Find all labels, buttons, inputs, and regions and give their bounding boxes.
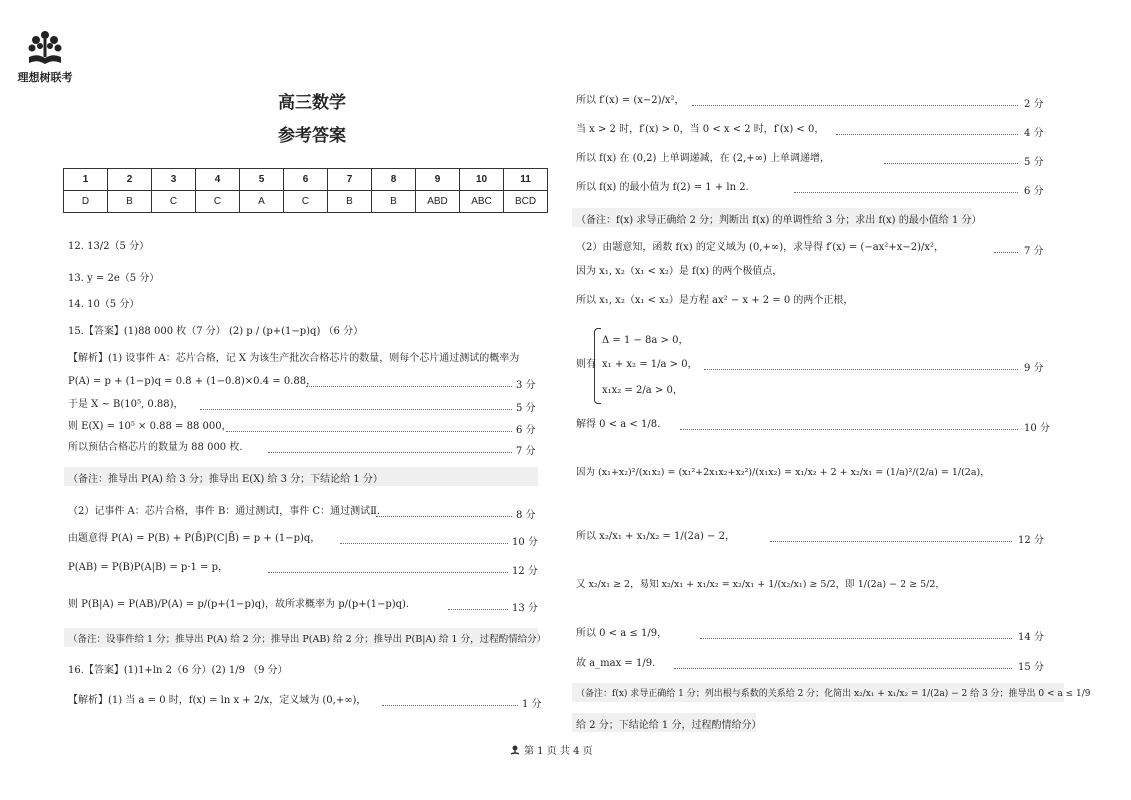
answer-table-answer-row	[64, 191, 548, 213]
leader-dots	[884, 163, 1018, 164]
answer-cell: B	[372, 191, 416, 213]
score-label: 6 分	[516, 425, 536, 436]
page-number: 第 1 页 共 4 页	[524, 746, 593, 757]
question-number: 5	[240, 169, 284, 191]
q16-step-monotonic: 所以 f(x) 在 (0,2) 上单调递减，在 (2,+∞) 上单调递增，	[576, 153, 830, 164]
q15-analysis-intro: 【解析】(1) 设事件 A：芯片合格，记 X 为该生产批次合格芯片的数量，则每个芯片通过测试的概率为	[68, 353, 520, 364]
q16-part2-a-max: 故 a_max = 1/9.	[576, 658, 656, 669]
q16-analysis-step1: 【解析】(1) 当 a = 0 时，f(x) = ln x + 2/x，定义域为 (0,+∞)，	[68, 695, 367, 706]
q16-part2-roots: 所以 x₁, x₂（x₁ < x₂）是方程 ax² − x + 2 = 0 的两个正根，	[576, 295, 854, 306]
question-number: 7	[328, 169, 372, 191]
leader-dots	[382, 705, 518, 706]
q14-answer: 14. 10（5 分）	[68, 299, 140, 310]
q15-note-2: （备注：设事件给 1 分；推导出 P(A) 给 2 分；推导出 P(AB) 给 2 分；推导出 P(B|A) 给 1 分，过程酌情给分）	[68, 634, 547, 645]
leader-dots	[200, 409, 512, 410]
leader-dots	[340, 543, 508, 544]
leader-dots	[268, 572, 508, 573]
score-label: 6 分	[1024, 186, 1044, 197]
answer-cell: D	[64, 191, 108, 213]
logo-text: 理想树联考	[17, 71, 73, 84]
leader-dots	[692, 105, 1018, 106]
q15-part2-events: （2）记事件 A：芯片合格，事件 B：通过测试Ⅰ，事件 C：通过测试Ⅱ.	[68, 506, 381, 517]
question-number: 1	[64, 169, 108, 191]
leader-dots	[794, 192, 1018, 193]
page-title: 高三数学	[278, 93, 346, 113]
q16-note-2: （备注：f(x) 求导正确给 1 分；列出根与系数的关系给 2 分；化简出 x₂/x₁ + x₁/x₂ = 1/(2a) − 2 给 3 分；推导出 0 < a ≤ 1/9	[576, 689, 1091, 699]
leader-dots	[836, 134, 1018, 135]
score-label: 13 分	[512, 603, 538, 614]
answer-cell: ABC	[460, 191, 504, 213]
q13-answer: 13. y = 2e（5 分）	[68, 273, 160, 284]
answer-cell: B	[108, 191, 152, 213]
question-number: 11	[504, 169, 548, 191]
q15-note-1: （备注：推导出 P(A) 给 3 分；推导出 E(X) 给 3 分；下结论给 1 分）	[68, 474, 383, 485]
q16-part2-a-range: 所以 0 < a ≤ 1/9，	[576, 628, 668, 639]
question-number: 3	[152, 169, 196, 191]
q16-step-derivative: 所以 f′(x) = (x−2)/x²，	[576, 95, 685, 106]
answer-cell: A	[240, 191, 284, 213]
leader-dots	[704, 369, 1018, 370]
answer-table-header-row	[64, 169, 548, 191]
q16-part2-derivative: （2）由题意知，函数 f(x) 的定义域为 (0,+∞)，求导得 f′(x) = (−ax²+x−2)/x²，	[576, 242, 944, 253]
answer-cell: C	[152, 191, 196, 213]
answer-cell: C	[284, 191, 328, 213]
question-number: 2	[108, 169, 152, 191]
question-number: 9	[416, 169, 460, 191]
answer-cell: ABD	[416, 191, 460, 213]
system-prefix: 则有	[576, 359, 596, 370]
score-label: 4 分	[1024, 128, 1044, 139]
score-label: 5 分	[1024, 157, 1044, 168]
leader-dots	[306, 386, 512, 387]
score-label: 7 分	[1024, 246, 1044, 257]
logo	[12, 28, 78, 85]
page-footer	[510, 742, 593, 757]
q15-step-pa: P(A) = p + (1−p)q = 0.8 + (1−0.8)×0.4 = 0.88，	[68, 376, 317, 387]
q15-step-expectation: 则 E(X) = 10⁵ × 0.88 = 88 000，	[68, 421, 232, 432]
q12-answer: 12. 13/2（5 分）	[68, 241, 150, 252]
q15-part2-pab: P(AB) = P(B)P(A|B) = p·1 = p，	[68, 562, 229, 573]
leader-dots	[448, 609, 508, 610]
leader-dots	[770, 541, 1012, 542]
leader-dots	[226, 431, 512, 432]
q16-part2-identity: 因为 (x₁+x₂)²/(x₁x₂) = (x₁²+2x₁x₂+x₂²)/(x₁x₂) = x₁/x₂ + 2 + x₂/x₁ = (1/a)²/(2/a) = 1/(2a)，	[576, 467, 990, 478]
q16-part2-extrema: 因为 x₁, x₂（x₁ < x₂）是 f(x) 的两个极值点，	[576, 266, 783, 277]
q16-answer: 16.【答案】(1)1+ln 2（6 分）(2) 1/9 （9 分）	[68, 665, 288, 676]
leader-dots	[376, 516, 512, 517]
score-label: 3 分	[516, 380, 536, 391]
question-number: 6	[284, 169, 328, 191]
q15-part2-pa: 由题意得 P(A) = P(B) + P(B̄)P(C|B̄) = p + (1−p)q，	[68, 533, 321, 544]
question-number: 10	[460, 169, 504, 191]
tree-book-icon	[25, 28, 65, 68]
system-product: x₁x₂ = 2/a > 0，	[602, 385, 683, 396]
question-number: 8	[372, 169, 416, 191]
score-label: 1 分	[522, 699, 542, 710]
question-number: 4	[196, 169, 240, 191]
answer-cell: BCD	[504, 191, 548, 213]
leader-dots	[994, 252, 1018, 253]
score-label: 7 分	[516, 446, 536, 457]
score-label: 12 分	[1018, 535, 1044, 546]
score-label: 2 分	[1024, 99, 1044, 110]
score-label: 14 分	[1018, 632, 1044, 643]
q16-part2-inequality: 又 x₂/x₁ ≥ 2，易知 x₂/x₁ + x₁/x₂ = x₂/x₁ + 1/(x₂/x₁) ≥ 5/2，即 1/(2a) − 2 ≥ 5/2，	[576, 579, 945, 590]
q16-note-2-cont: 给 2 分；下结论给 1 分，过程酌情给分）	[576, 720, 762, 731]
tree-icon	[510, 745, 520, 755]
leader-dots	[268, 452, 512, 453]
score-label: 10 分	[1024, 423, 1050, 434]
page-subtitle: 参考答案	[278, 126, 346, 146]
score-label: 9 分	[1024, 363, 1044, 374]
score-label: 12 分	[512, 566, 538, 577]
answer-table	[63, 168, 548, 213]
q15-step-binomial: 于是 X ~ B(10⁵, 0.88)，	[68, 399, 184, 410]
answer-cell: B	[328, 191, 372, 213]
score-label: 8 分	[516, 510, 536, 521]
system-discriminant: Δ = 1 − 8a > 0，	[602, 335, 689, 346]
score-label: 5 分	[516, 403, 536, 414]
score-label: 10 分	[512, 537, 538, 548]
leader-dots	[700, 638, 1012, 639]
q16-part2-ratio-sum: 所以 x₂/x₁ + x₁/x₂ = 1/(2a) − 2，	[576, 531, 735, 542]
q16-note-1: （备注：f(x) 求导正确给 2 分；判断出 f(x) 的单调性给 3 分；求出 f(x) 的最小值给 1 分）	[576, 215, 982, 226]
answer-cell: C	[196, 191, 240, 213]
leader-dots	[680, 429, 1018, 430]
q15-part2-pba: 则 P(B|A) = P(AB)/P(A) = p/(p+(1−p)q)，故所求概率为 p/(p+(1−p)q).	[68, 599, 410, 610]
leader-dots	[674, 668, 1012, 669]
score-label: 15 分	[1018, 662, 1044, 673]
q15-step-conclusion: 所以预估合格芯片的数量为 88 000 枚.	[68, 442, 243, 453]
system-sum: x₁ + x₂ = 1/a > 0，	[602, 359, 698, 370]
q16-part2-range: 解得 0 < a < 1/8.	[576, 419, 661, 430]
q16-step-minimum: 所以 f(x) 的最小值为 f(2) = 1 + ln 2.	[576, 182, 749, 193]
q16-step-sign: 当 x > 2 时，f′(x) > 0，当 0 < x < 2 时，f′(x) < 0，	[576, 124, 825, 135]
q15-answer: 15.【答案】(1)88 000 枚（7 分） (2) p / (p+(1−p)q) （6 分）	[68, 326, 364, 337]
